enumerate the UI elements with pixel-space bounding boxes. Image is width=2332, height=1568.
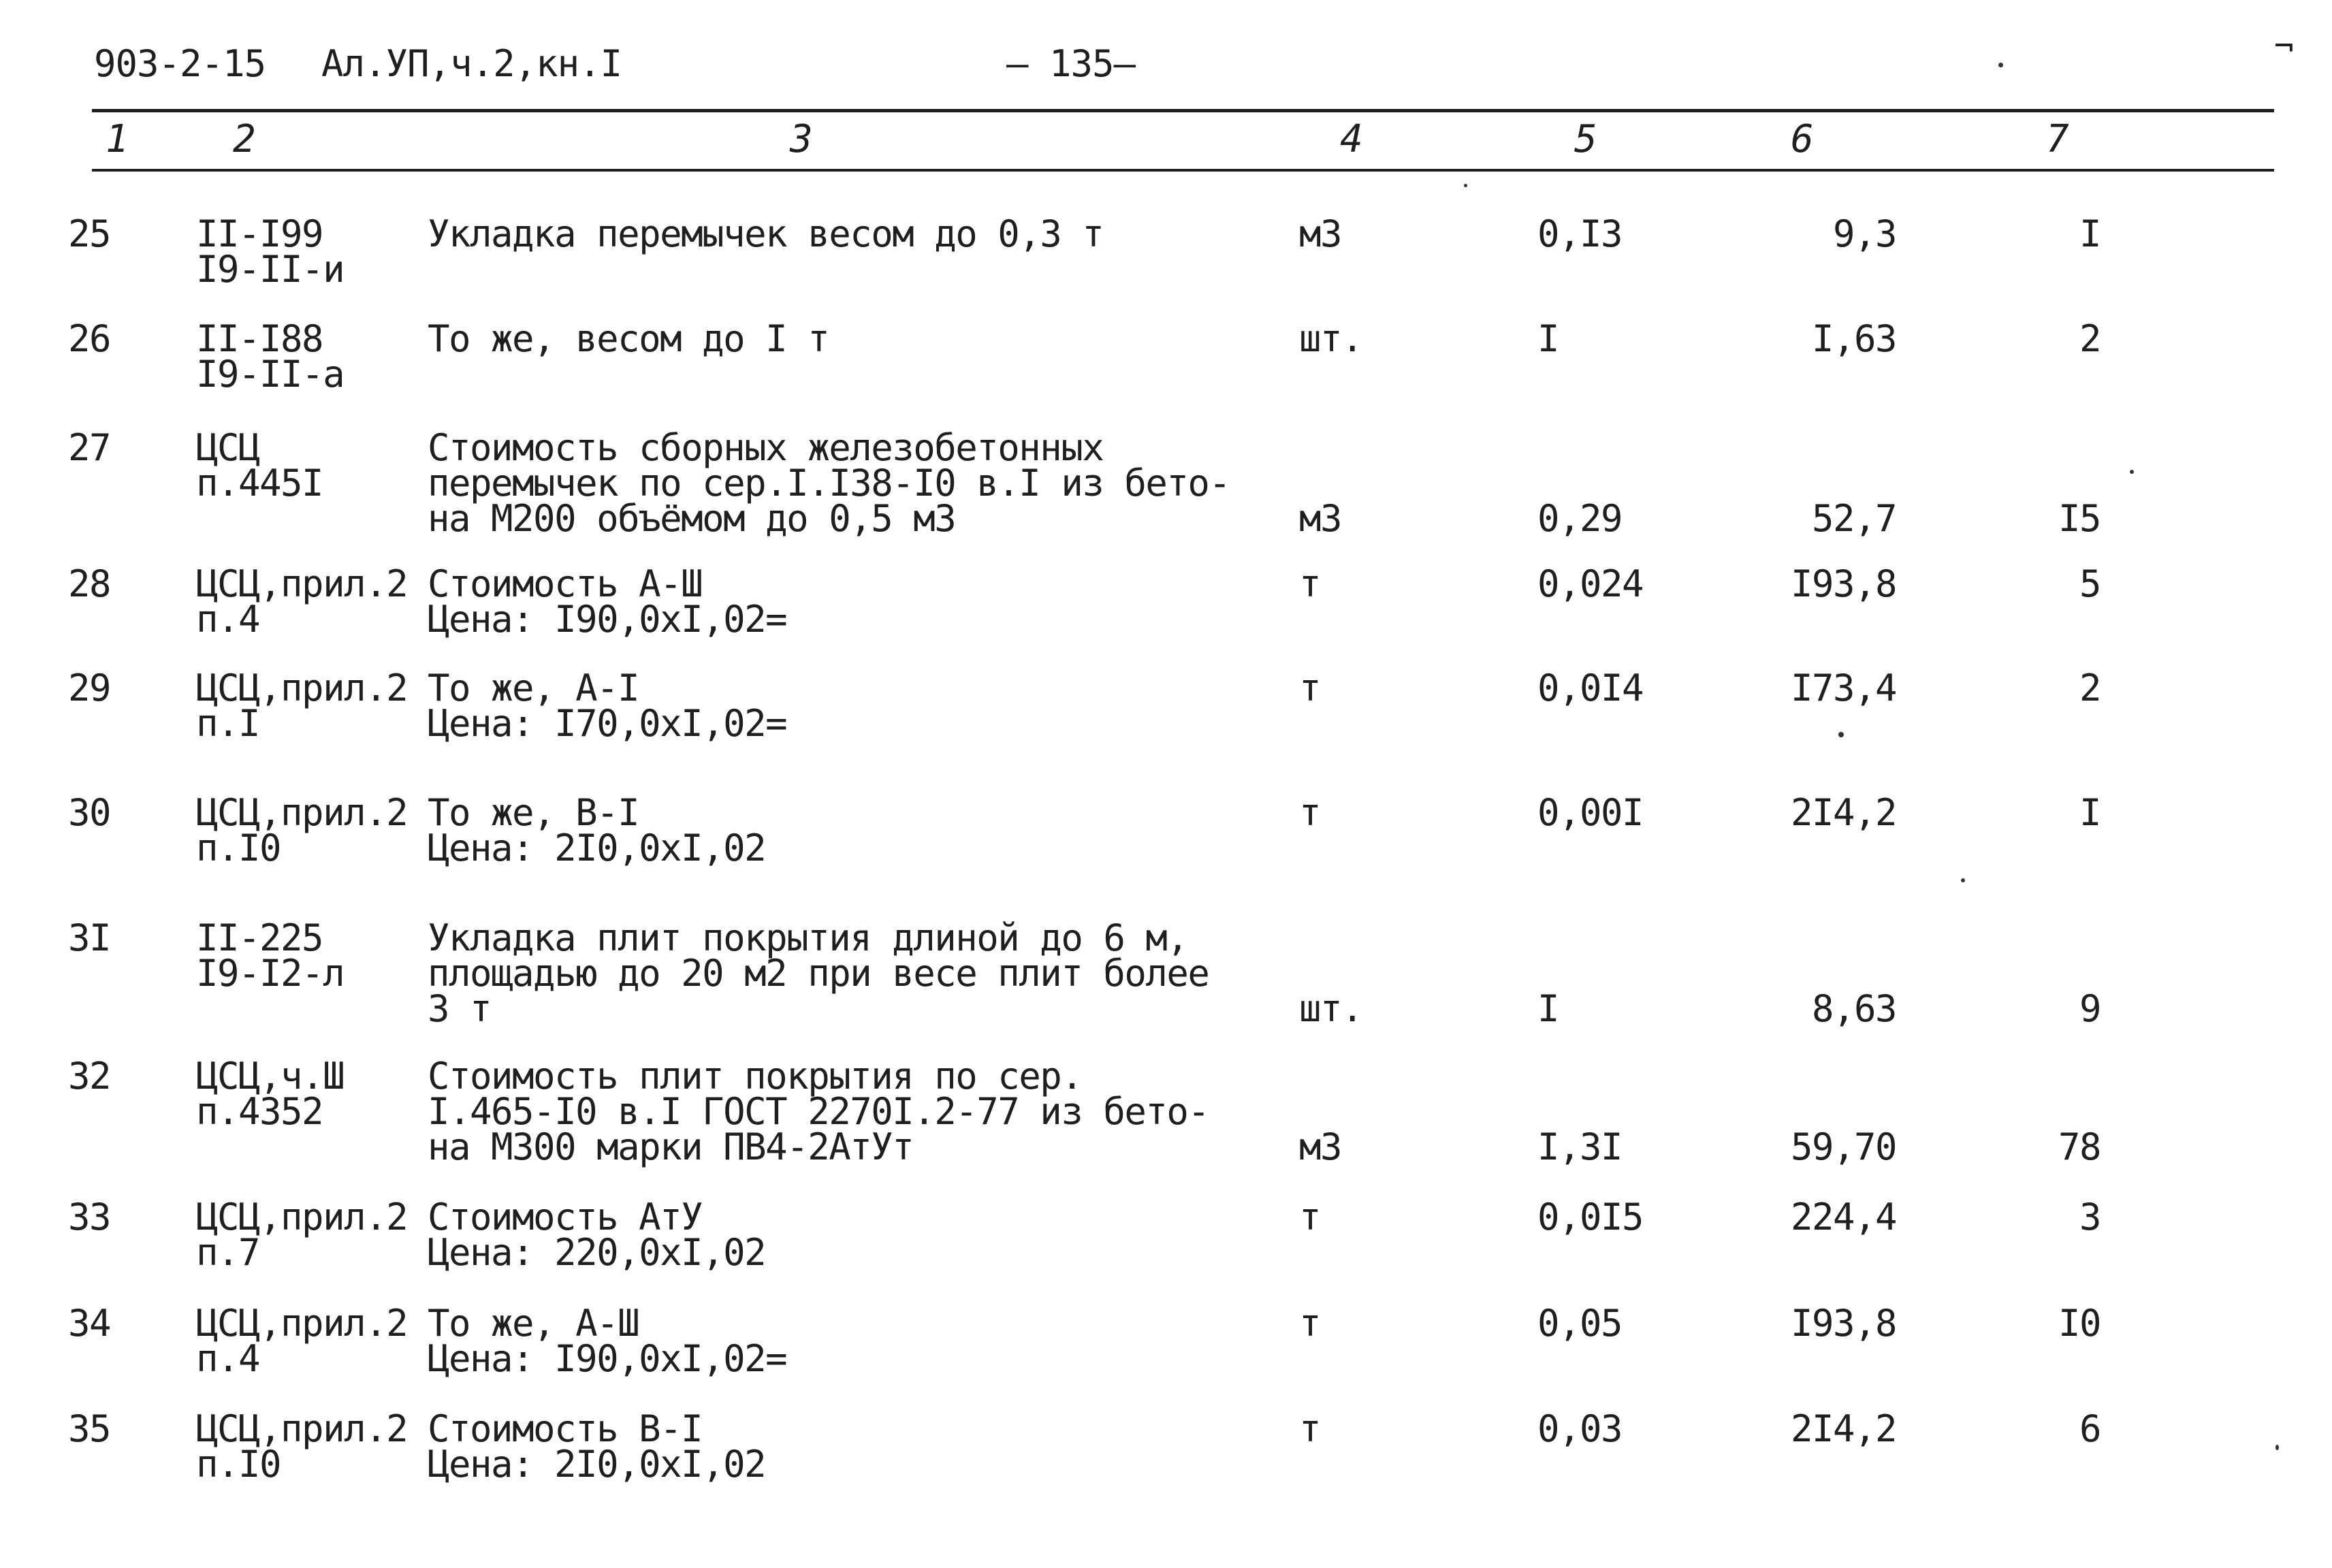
total-cost: I5	[2058, 497, 2101, 540]
quantity: 0,024	[1537, 562, 1644, 605]
work-description: Стоимость плит покрытия по сер.	[428, 1055, 1083, 1098]
row-number: 25	[68, 212, 111, 255]
quantity: 0,0I4	[1537, 667, 1644, 709]
rate-code: ЦСЦ,прил.2	[196, 1302, 408, 1345]
quantity: 0,I3	[1537, 212, 1623, 255]
total-cost: 2	[2079, 667, 2101, 709]
unit-of-measure: т	[1299, 562, 1321, 605]
total-cost: 3	[2079, 1196, 2101, 1238]
scan-speck	[2275, 1445, 2279, 1450]
rate-code: II-225	[196, 916, 323, 959]
unit-of-measure: т	[1299, 1302, 1321, 1345]
rate-code: п.4	[196, 1337, 260, 1380]
total-cost: 9	[2079, 987, 2101, 1030]
column-number-3: 3	[790, 117, 813, 161]
quantity: 0,03	[1537, 1407, 1623, 1450]
work-description: То же, А-I	[428, 667, 639, 709]
rate-code: ЦСЦ,прил.2	[196, 1407, 408, 1450]
quantity: 0,0I5	[1537, 1196, 1644, 1238]
unit-price: 224,4	[1790, 1196, 1896, 1238]
album-reference: Ал.УП,ч.2,кн.I	[321, 42, 622, 85]
unit-of-measure: шт.	[1299, 317, 1363, 360]
rate-code: п.I	[196, 702, 260, 745]
rate-code: ЦСЦ,прил.2	[196, 791, 408, 834]
rate-code: II-I99	[196, 212, 323, 255]
total-cost: I	[2079, 212, 2101, 255]
row-number: 35	[68, 1407, 111, 1450]
quantity: 0,00I	[1537, 791, 1644, 834]
work-description: на М200 объёмом до 0,5 м3	[428, 497, 956, 540]
column-number-7: 7	[2046, 117, 2069, 161]
unit-of-measure: м3	[1299, 212, 1342, 255]
quantity: I	[1537, 317, 1559, 360]
row-number: 32	[68, 1055, 111, 1098]
rate-code: I9-II-и	[196, 248, 345, 291]
work-description: Стоимость АтУ	[428, 1196, 703, 1238]
work-description: Цена: 2I0,0хI,02	[428, 1443, 766, 1486]
scan-speck	[1998, 63, 2003, 67]
total-cost: I	[2079, 791, 2101, 834]
row-number: 28	[68, 562, 111, 605]
unit-of-measure: шт.	[1299, 987, 1363, 1030]
total-cost: I0	[2058, 1302, 2101, 1345]
work-description: I.465-I0 в.I ГОСТ 2270I.2-77 из бето-	[428, 1090, 1209, 1133]
header-bottom-rule	[92, 169, 2274, 172]
unit-price: I93,8	[1790, 562, 1896, 605]
quantity: 0,05	[1537, 1302, 1623, 1345]
work-description: Укладка перемычек весом до 0,3 т	[428, 212, 1104, 255]
work-description: площадью до 20 м2 при весе плит более	[428, 952, 1209, 995]
column-number-2: 2	[233, 117, 256, 161]
scan-speck	[1961, 878, 1965, 882]
unit-of-measure: т	[1299, 1407, 1321, 1450]
scan-speck	[1838, 732, 1844, 737]
scan-speck	[2130, 470, 2134, 474]
quantity: I,3I	[1537, 1125, 1623, 1168]
total-cost: 78	[2058, 1125, 2101, 1168]
work-description: То же, В-I	[428, 791, 639, 834]
rate-code: ЦСЦ,прил.2	[196, 1196, 408, 1238]
work-description: Цена: 220,0хI,02	[428, 1231, 766, 1274]
rate-code: ЦСЦ	[196, 426, 260, 469]
work-description: перемычек по сер.I.I38-I0 в.I из бето-	[428, 462, 1230, 505]
unit-of-measure: т	[1299, 667, 1321, 709]
unit-price: 52,7	[1811, 497, 1896, 540]
column-number-1: 1	[106, 117, 129, 161]
work-description: Стоимость сборных железобетонных	[428, 426, 1104, 469]
work-description: Цена: I70,0хI,02=	[428, 702, 787, 745]
rate-code: п.7	[196, 1231, 260, 1274]
work-description: То же, А-Ш	[428, 1302, 639, 1345]
rate-code: п.I0	[196, 827, 281, 869]
rate-code: п.445I	[196, 462, 323, 505]
total-cost: 6	[2079, 1407, 2101, 1450]
unit-of-measure: т	[1299, 1196, 1321, 1238]
rate-code: п.I0	[196, 1443, 281, 1486]
unit-price: 2I4,2	[1790, 1407, 1896, 1450]
unit-price: 59,70	[1790, 1125, 1896, 1168]
work-description: Стоимость А-Ш	[428, 562, 703, 605]
row-number: 27	[68, 426, 111, 469]
document-code: 903-2-15	[94, 42, 266, 85]
row-number: 34	[68, 1302, 111, 1345]
work-description: Стоимость В-I	[428, 1407, 703, 1450]
rate-code: I9-I2-л	[196, 952, 345, 995]
column-number-6: 6	[1791, 117, 1814, 161]
work-description: Цена: I90,0хI,02=	[428, 1337, 787, 1380]
quantity: I	[1537, 987, 1559, 1030]
rate-code: ЦСЦ,прил.2	[196, 562, 408, 605]
header-top-rule	[92, 109, 2274, 112]
column-number-4: 4	[1340, 117, 1363, 161]
work-description: Цена: I90,0хI,02=	[428, 598, 787, 641]
unit-of-measure: м3	[1299, 1125, 1342, 1168]
page-number: — 135—	[1006, 42, 1136, 85]
unit-price: 8,63	[1811, 987, 1896, 1030]
row-number: 33	[68, 1196, 111, 1238]
row-number: 29	[68, 667, 111, 709]
unit-of-measure: м3	[1299, 497, 1342, 540]
rate-code: II-I88	[196, 317, 323, 360]
work-description: Укладка плит покрытия длиной до 6 м,	[428, 916, 1188, 959]
row-number: 26	[68, 317, 111, 360]
work-description: То же, весом до I т	[428, 317, 829, 360]
unit-price: I73,4	[1790, 667, 1896, 709]
unit-price: 2I4,2	[1790, 791, 1896, 834]
total-cost: 2	[2079, 317, 2101, 360]
corner-mark: ¬	[2274, 27, 2293, 65]
rate-code: ЦСЦ,прил.2	[196, 667, 408, 709]
unit-of-measure: т	[1299, 791, 1321, 834]
total-cost: 5	[2079, 562, 2101, 605]
work-description: на М300 марки ПВ4-2АтУт	[428, 1125, 914, 1168]
work-description: 3 т	[428, 987, 492, 1030]
work-description: Цена: 2I0,0хI,02	[428, 827, 766, 869]
row-number: 3I	[68, 916, 111, 959]
unit-price: I93,8	[1790, 1302, 1896, 1345]
column-number-5: 5	[1574, 117, 1597, 161]
quantity: 0,29	[1537, 497, 1623, 540]
row-number: 30	[68, 791, 111, 834]
rate-code: I9-II-а	[196, 353, 345, 396]
scan-speck	[1464, 184, 1467, 187]
rate-code: ЦСЦ,ч.Ш	[196, 1055, 345, 1098]
rate-code: п.4352	[196, 1090, 323, 1133]
unit-price: 9,3	[1832, 212, 1896, 255]
rate-code: п.4	[196, 598, 260, 641]
unit-price: I,63	[1811, 317, 1896, 360]
